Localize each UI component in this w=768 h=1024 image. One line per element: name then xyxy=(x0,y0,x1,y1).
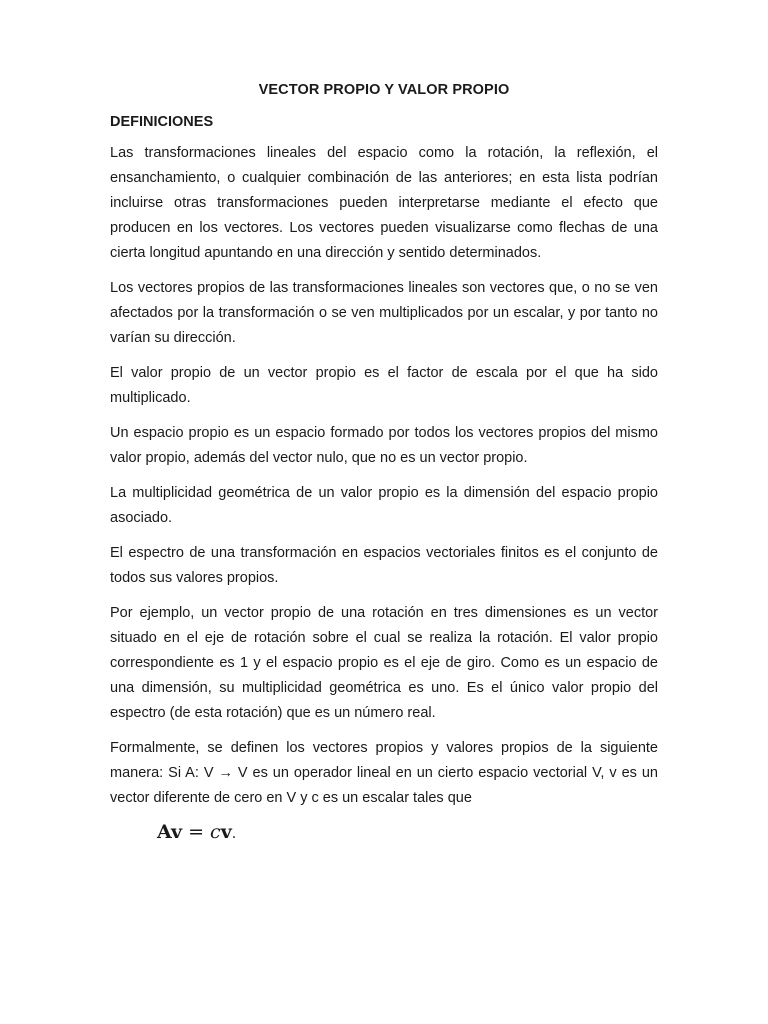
paragraph-spectrum: El espectro de una transformación en espacios vectoriales finitos es el conjunto de todos sus valores propios. xyxy=(110,545,658,586)
equation-vector: v xyxy=(220,821,232,843)
paragraph-eigenspace: Un espacio propio es un espacio formado por todos los vectores propios del mismo valor propio, además del vector nulo, que no es un vector propio. xyxy=(110,425,658,466)
section-heading: DEFINICIONES xyxy=(110,114,214,130)
equation-scalar: c xyxy=(210,821,221,843)
equation-equals: = xyxy=(188,821,204,843)
eigen-equation xyxy=(157,821,658,843)
paragraph-eigenvectors: Los vectores propios de las transformaciones lineales son vectores que, o no se ven afectados por la transformación o se ven multiplicados por un escalar, y por tanto no varían su dirección. xyxy=(110,280,658,346)
paragraph-geometric-multiplicity: La multiplicidad geométrica de un valor propio es la dimensión del espacio propio asociado. xyxy=(110,485,658,526)
equation-period: . xyxy=(231,826,237,842)
paragraph-eigenvalue: El valor propio de un vector propio es el factor de escala por el que ha sido multiplicado. xyxy=(110,365,658,406)
equation-lhs: Av xyxy=(157,821,183,843)
document-title: VECTOR PROPIO Y VALOR PROPIO xyxy=(258,82,510,98)
document-page xyxy=(110,82,658,843)
paragraph-example: Por ejemplo, un vector propio de una rotación en tres dimensiones es un vector situado en el eje de rotación sobre el cual se realiza la rotación. El valor propio correspondiente es 1 y el espacio propio es el eje de giro. Como es un espacio de una dimensión, su multiplicidad geométrica es uno. Es el único valor propio del espectro (de esta rotación) que es un número real. xyxy=(110,605,658,721)
paragraph-formal-definition: Formalmente, se definen los vectores propios y valores propios de la siguiente manera: Si A: V → V es un operador lineal en un cierto espacio vectorial V, v es un vector diferente de cero en V y c es un escalar tales que xyxy=(110,740,658,806)
paragraph-intro: Las transformaciones lineales del espacio como la rotación, la reflexión, el ensanchamiento, o cualquier combinación de las anteriores; en esta lista podrían incluirse otras transformaciones pueden interpretarse mediante el efecto que producen en los vectores. Los vectores pueden visualizarse como flechas de una cierta longitud apuntando en una dirección y sentido determinados. xyxy=(110,145,658,261)
